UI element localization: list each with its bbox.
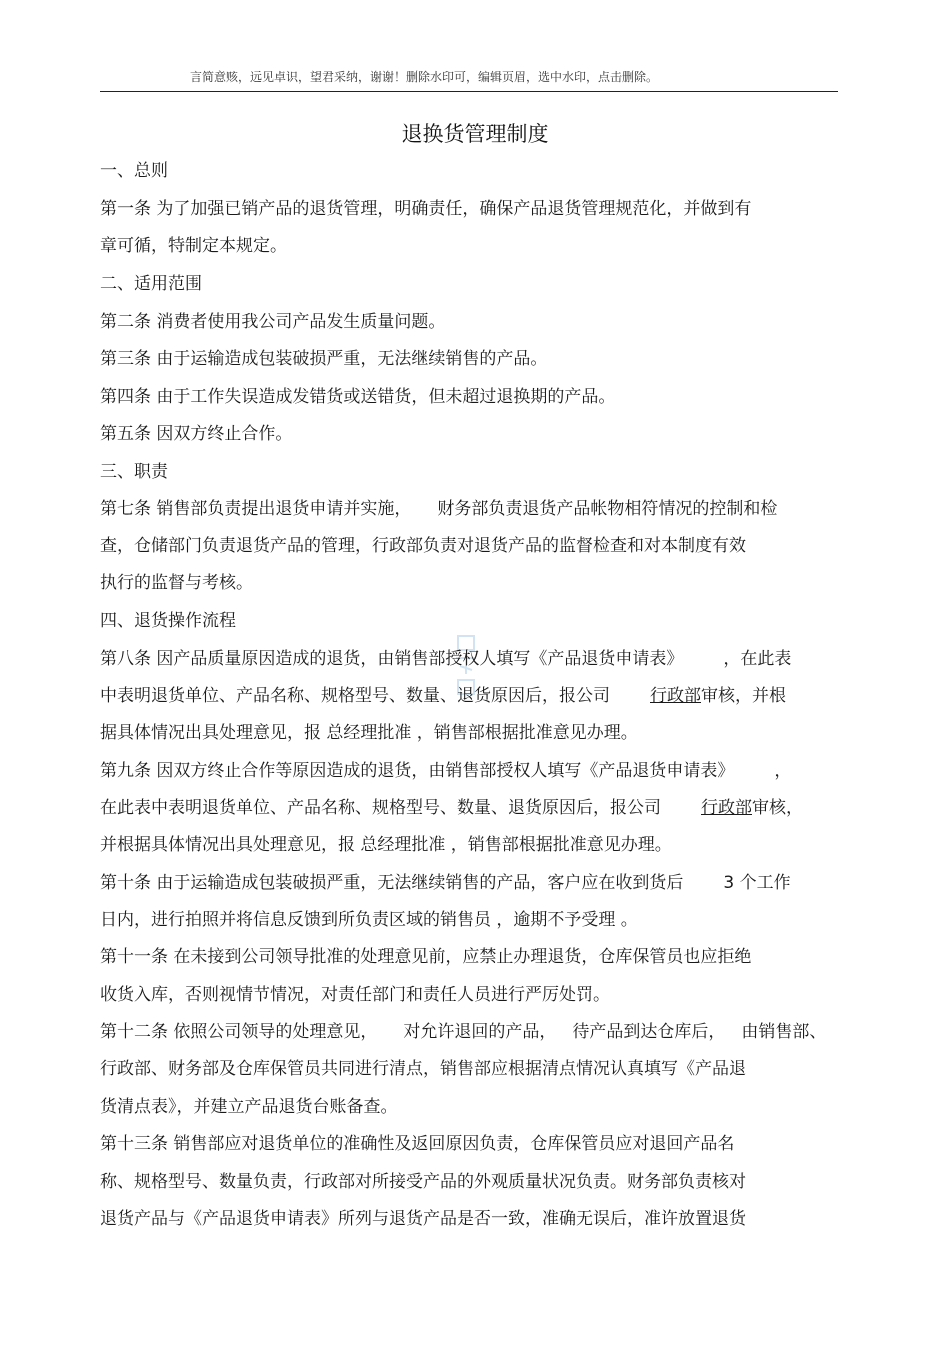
header-divider: [100, 91, 838, 92]
article-8-line-3: 据具体情况出具处理意见，报 总经理批准 ，销售部根据批准意见办理。: [100, 723, 638, 743]
article-12-line-2: 行政部、财务部及仓库保管员共同进行清点，销售部应根据清点情况认真填写《产品退: [100, 1059, 746, 1079]
article-12-line-1-part-2: 对允许退回的产品，: [403, 1022, 557, 1042]
article-8-line-1: [100, 648, 791, 670]
article-7-line-3: 执行的监督与考核。: [100, 573, 253, 593]
article-7-line-2: 查，仓储部门负责退货产品的管理，行政部负责对退货产品的监督检查和对本制度有效: [100, 536, 746, 556]
article-12-line-3: 货清点表》，并建立产品退货台账备查。: [100, 1097, 398, 1117]
article-10-line-1-part-1: 第十条 由于运输造成包装破损严重，无法继续销售的产品，客户应在收到货后: [100, 873, 684, 893]
article-1-line-1: 第一条 为了加强已销产品的退货管理，明确责任，确保产品退货管理规范化，并做到有: [100, 199, 752, 219]
article-3: 第三条 由于运输造成包装破损严重，无法继续销售的产品。: [100, 349, 548, 369]
admin-dept-link: 行政部: [650, 686, 701, 706]
article-12-line-1-part-1: 第十二条 依照公司领导的处理意见，: [100, 1022, 378, 1042]
article-4: 第四条 由于工作失误造成发错货或送错货，但未超过退换期的产品。: [100, 387, 616, 407]
article-2: 第二条 消费者使用我公司产品发生质量问题。: [100, 312, 446, 332]
article-13-line-3: 退货产品与《产品退货申请表》所列与退货产品是否一致，准确无误后，准许放置退货: [100, 1209, 746, 1229]
article-9-line-3: 并根据具体情况出具处理意见，报 总经理批准 ，销售部根据批准意见办理。: [100, 835, 672, 855]
article-13-line-1: 第十三条 销售部应对退货单位的准确性及返回原因负责，仓库保管员应对退回产品名: [100, 1134, 735, 1154]
article-8-line-2: [100, 685, 786, 707]
admin-dept-link-2: 行政部: [701, 798, 752, 818]
article-7-line-1-part-1: 第七条 销售部负责提出退货申请并实施，: [100, 499, 412, 519]
article-8-line-1-part-1: 第八条 因产品质量原因造成的退货，由销售部授权人填写《产品退货申请表》: [100, 649, 684, 669]
article-9-line-1-part-1: 第九条 因双方终止合作等原因造成的退货，由销售部授权人填写《产品退货申请表》: [100, 761, 735, 781]
article-9-line-1: [100, 760, 791, 782]
header-note: 言简意赅，远见卓识，望君采纳，谢谢！删除水印可，编辑页眉，选中水印，点击删除。: [190, 70, 659, 84]
article-12-line-1-part-3: 待产品到达仓库后，: [572, 1022, 726, 1042]
article-13-line-2: 称、规格型号、数量负责，行政部对所接受产品的外观质量状况负责。财务部负责核对: [100, 1172, 746, 1192]
article-9-line-2: [100, 797, 803, 819]
article-5: 第五条 因双方终止合作。: [100, 424, 293, 444]
article-9-line-2-part-2: 审核，: [752, 798, 803, 818]
section-scope: 二、适用范围: [100, 274, 202, 294]
section-duties: 三、职责: [100, 462, 168, 482]
article-9-line-1-part-2: ，: [774, 761, 792, 781]
section-general: 一、总则: [100, 161, 168, 181]
article-10-line-1: [100, 872, 791, 894]
article-7-line-1: [100, 498, 777, 520]
document-title: 退换货管理制度: [401, 122, 549, 146]
section-return-process: 四、退货操作流程: [100, 611, 236, 631]
article-11-line-2: 收货入库，否则视情节情况，对责任部门和责任人员进行严厉处罚。: [100, 985, 610, 1005]
article-12-line-1: [100, 1021, 826, 1043]
article-8-line-2-part-2: 审核，并根: [701, 686, 786, 706]
article-11-line-1: 第十一条 在未接到公司领导批准的处理意见前，应禁止办理退货，仓库保管员也应拒绝: [100, 947, 752, 967]
article-8-line-2-part-1: 中表明退货单位、产品名称、规格型号、数量、退货原因后，报公司: [100, 686, 610, 706]
article-7-line-1-part-2: 财务部负责退货产品帐物相符情况的控制和检: [437, 499, 778, 519]
article-1-line-2: 章可循，特制定本规定。: [100, 236, 287, 256]
article-10-line-1-part-2: 3 个工作: [723, 873, 791, 893]
article-9-line-2-part-1: 在此表中表明退货单位、产品名称、规格型号、数量、退货原因后，报公司: [100, 798, 661, 818]
article-10-line-2: 日内，进行拍照并将信息反馈到所负责区域的销售员 ，逾期不予受理 。: [100, 910, 638, 930]
article-8-line-1-part-2: ，在此表: [723, 649, 792, 669]
article-12-line-1-part-4: 由销售部、: [741, 1022, 827, 1042]
